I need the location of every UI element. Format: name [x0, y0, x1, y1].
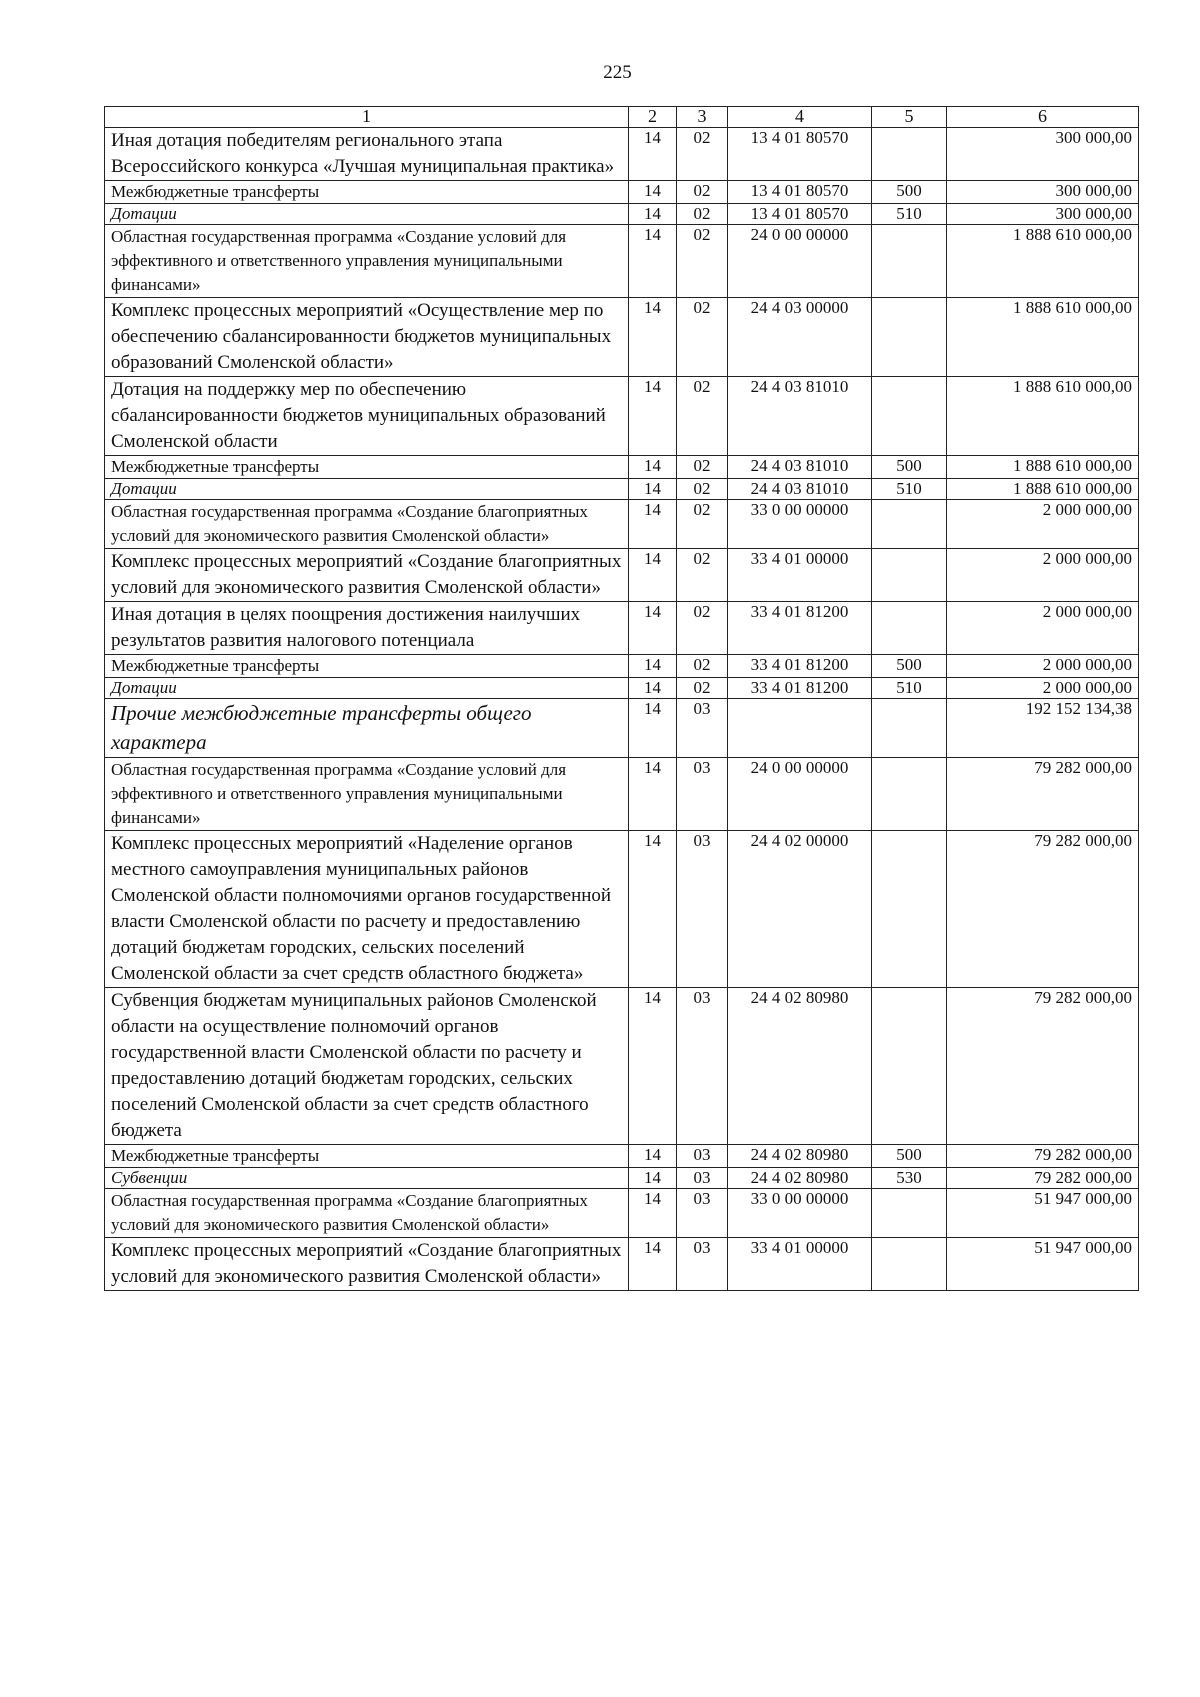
- section-code-cell: 14: [629, 699, 677, 758]
- row-name-cell: Областная государственная программа «Создание условий для эффективного и ответственного управления муниципальными финансами»: [105, 758, 629, 831]
- table-row: [105, 988, 1139, 1145]
- amount-cell: 2 000 000,00: [947, 602, 1139, 655]
- expense-type-cell: [872, 377, 947, 456]
- expense-type-cell: [872, 602, 947, 655]
- column-header: 2: [629, 107, 677, 128]
- amount-cell: 79 282 000,00: [947, 1168, 1139, 1189]
- expense-type-cell: [872, 549, 947, 602]
- table-body: [105, 128, 1139, 1291]
- expense-type-cell: 510: [872, 204, 947, 225]
- page-number: 225: [603, 62, 632, 83]
- column-header: 5: [872, 107, 947, 128]
- subsection-code-cell: 02: [677, 456, 728, 479]
- target-article-cell: 24 4 03 81010: [728, 479, 872, 500]
- amount-cell: 2 000 000,00: [947, 549, 1139, 602]
- table-row: [105, 479, 1139, 500]
- target-article-cell: 24 4 02 80980: [728, 1145, 872, 1168]
- expense-type-cell: 500: [872, 1145, 947, 1168]
- subsection-code-cell: 03: [677, 1238, 728, 1291]
- expense-type-cell: 530: [872, 1168, 947, 1189]
- expense-type-cell: [872, 699, 947, 758]
- table-row: [105, 377, 1139, 456]
- subsection-code-cell: 02: [677, 225, 728, 298]
- table-row: [105, 225, 1139, 298]
- section-code-cell: 14: [629, 1189, 677, 1238]
- section-code-cell: 14: [629, 456, 677, 479]
- expense-type-cell: [872, 1238, 947, 1291]
- amount-cell: 1 888 610 000,00: [947, 456, 1139, 479]
- section-code-cell: 14: [629, 204, 677, 225]
- target-article-cell: 33 4 01 81200: [728, 678, 872, 699]
- table-row: [105, 655, 1139, 678]
- section-code-cell: 14: [629, 602, 677, 655]
- section-code-cell: 14: [629, 1168, 677, 1189]
- section-code-cell: 14: [629, 181, 677, 204]
- table-row: [105, 1189, 1139, 1238]
- target-article-cell: 24 4 02 80980: [728, 988, 872, 1145]
- subsection-code-cell: 03: [677, 1145, 728, 1168]
- row-name-cell: Комплекс процессных мероприятий «Наделение органов местного самоуправления муниципальных районов Смоленской области полномочиями органов государственной власти Смоленской области по расчету и предоставлению дотаций бюджетам городских, сельских поселений Смоленской области за счет средств областного бюджета»: [105, 831, 629, 988]
- target-article-cell: 13 4 01 80570: [728, 204, 872, 225]
- row-name-cell: Комплекс процессных мероприятий «Осуществление мер по обеспечению сбалансированности бюджетов муниципальных образований Смоленской области»: [105, 298, 629, 377]
- target-article-cell: [728, 699, 872, 758]
- target-article-cell: 24 0 00 00000: [728, 758, 872, 831]
- target-article-cell: 24 4 03 81010: [728, 456, 872, 479]
- subsection-code-cell: 03: [677, 1168, 728, 1189]
- table-row: [105, 500, 1139, 549]
- table-row: [105, 549, 1139, 602]
- budget-table: [104, 106, 1139, 1291]
- row-name-cell: Областная государственная программа «Создание условий для эффективного и ответственного управления муниципальными финансами»: [105, 225, 629, 298]
- section-code-cell: 14: [629, 479, 677, 500]
- row-name-cell: Комплекс процессных мероприятий «Создание благоприятных условий для экономического развития Смоленской области»: [105, 549, 629, 602]
- amount-cell: 300 000,00: [947, 128, 1139, 181]
- table-row: [105, 456, 1139, 479]
- amount-cell: 2 000 000,00: [947, 655, 1139, 678]
- amount-cell: 1 888 610 000,00: [947, 377, 1139, 456]
- section-code-cell: 14: [629, 500, 677, 549]
- subsection-code-cell: 02: [677, 204, 728, 225]
- target-article-cell: 33 4 01 81200: [728, 655, 872, 678]
- subsection-code-cell: 02: [677, 549, 728, 602]
- expense-type-cell: [872, 1189, 947, 1238]
- section-code-cell: 14: [629, 128, 677, 181]
- row-name-cell: Комплекс процессных мероприятий «Создание благоприятных условий для экономического развития Смоленской области»: [105, 1238, 629, 1291]
- table-row: [105, 181, 1139, 204]
- expense-type-cell: 500: [872, 181, 947, 204]
- expense-type-cell: [872, 831, 947, 988]
- expense-type-cell: [872, 988, 947, 1145]
- amount-cell: 2 000 000,00: [947, 500, 1139, 549]
- table-row: [105, 1168, 1139, 1189]
- target-article-cell: 13 4 01 80570: [728, 181, 872, 204]
- amount-cell: 51 947 000,00: [947, 1238, 1139, 1291]
- table-row: [105, 678, 1139, 699]
- amount-cell: 2 000 000,00: [947, 678, 1139, 699]
- row-name-cell: Межбюджетные трансферты: [105, 456, 629, 479]
- row-name-cell: Областная государственная программа «Создание благоприятных условий для экономического развития Смоленской области»: [105, 500, 629, 549]
- target-article-cell: 24 4 02 00000: [728, 831, 872, 988]
- column-header: 6: [947, 107, 1139, 128]
- subsection-code-cell: 03: [677, 1189, 728, 1238]
- row-name-cell: Межбюджетные трансферты: [105, 181, 629, 204]
- expense-type-cell: [872, 758, 947, 831]
- amount-cell: 1 888 610 000,00: [947, 225, 1139, 298]
- section-code-cell: 14: [629, 831, 677, 988]
- table-row: [105, 602, 1139, 655]
- row-name-cell: Иная дотация в целях поощрения достижения наилучших результатов развития налогового потенциала: [105, 602, 629, 655]
- subsection-code-cell: 02: [677, 678, 728, 699]
- target-article-cell: 24 4 03 00000: [728, 298, 872, 377]
- target-article-cell: 33 0 00 00000: [728, 500, 872, 549]
- row-name-cell: Дотации: [105, 204, 629, 225]
- row-name-cell: Областная государственная программа «Создание благоприятных условий для экономического развития Смоленской области»: [105, 1189, 629, 1238]
- amount-cell: 300 000,00: [947, 181, 1139, 204]
- amount-cell: 79 282 000,00: [947, 988, 1139, 1145]
- subsection-code-cell: 02: [677, 181, 728, 204]
- subsection-code-cell: 03: [677, 988, 728, 1145]
- subsection-code-cell: 02: [677, 298, 728, 377]
- column-header: 4: [728, 107, 872, 128]
- row-name-cell: Дотация на поддержку мер по обеспечению сбалансированности бюджетов муниципальных образований Смоленской области: [105, 377, 629, 456]
- expense-type-cell: 510: [872, 678, 947, 699]
- section-code-cell: 14: [629, 758, 677, 831]
- target-article-cell: 24 4 02 80980: [728, 1168, 872, 1189]
- table-row: [105, 298, 1139, 377]
- section-code-cell: 14: [629, 655, 677, 678]
- amount-cell: 79 282 000,00: [947, 831, 1139, 988]
- table-row: [105, 758, 1139, 831]
- row-name-cell: Прочие межбюджетные трансферты общего характера: [105, 699, 629, 758]
- section-code-cell: 14: [629, 678, 677, 699]
- target-article-cell: 13 4 01 80570: [728, 128, 872, 181]
- table-row: [105, 831, 1139, 988]
- section-code-cell: 14: [629, 298, 677, 377]
- subsection-code-cell: 02: [677, 479, 728, 500]
- amount-cell: 192 152 134,38: [947, 699, 1139, 758]
- expense-type-cell: [872, 298, 947, 377]
- row-name-cell: Дотации: [105, 678, 629, 699]
- expense-type-cell: [872, 128, 947, 181]
- row-name-cell: Дотации: [105, 479, 629, 500]
- table-row: [105, 1238, 1139, 1291]
- table-header-row: [105, 107, 1139, 128]
- expense-type-cell: [872, 225, 947, 298]
- target-article-cell: 24 0 00 00000: [728, 225, 872, 298]
- row-name-cell: Межбюджетные трансферты: [105, 1145, 629, 1168]
- expense-type-cell: 500: [872, 655, 947, 678]
- target-article-cell: 33 4 01 00000: [728, 1238, 872, 1291]
- subsection-code-cell: 02: [677, 655, 728, 678]
- amount-cell: 1 888 610 000,00: [947, 479, 1139, 500]
- target-article-cell: 33 4 01 81200: [728, 602, 872, 655]
- subsection-code-cell: 02: [677, 377, 728, 456]
- target-article-cell: 33 4 01 00000: [728, 549, 872, 602]
- row-name-cell: Иная дотация победителям регионального этапа Всероссийского конкурса «Лучшая муниципальная практика»: [105, 128, 629, 181]
- amount-cell: 51 947 000,00: [947, 1189, 1139, 1238]
- column-header: 3: [677, 107, 728, 128]
- amount-cell: 79 282 000,00: [947, 758, 1139, 831]
- section-code-cell: 14: [629, 1145, 677, 1168]
- subsection-code-cell: 03: [677, 699, 728, 758]
- expense-type-cell: 510: [872, 479, 947, 500]
- table-row: [105, 699, 1139, 758]
- section-code-cell: 14: [629, 1238, 677, 1291]
- expense-type-cell: [872, 500, 947, 549]
- column-header: 1: [105, 107, 629, 128]
- row-name-cell: Субвенции: [105, 1168, 629, 1189]
- section-code-cell: 14: [629, 549, 677, 602]
- subsection-code-cell: 02: [677, 128, 728, 181]
- target-article-cell: 24 4 03 81010: [728, 377, 872, 456]
- section-code-cell: 14: [629, 225, 677, 298]
- section-code-cell: 14: [629, 377, 677, 456]
- subsection-code-cell: 02: [677, 500, 728, 549]
- subsection-code-cell: 03: [677, 831, 728, 988]
- section-code-cell: 14: [629, 988, 677, 1145]
- row-name-cell: Субвенция бюджетам муниципальных районов Смоленской области на осуществление полномочий органов государственной власти Смоленской области по расчету и предоставлению дотаций бюджетам городских, сельских поселений Смоленской области за счет средств областного бюджета: [105, 988, 629, 1145]
- table-row: [105, 204, 1139, 225]
- amount-cell: 1 888 610 000,00: [947, 298, 1139, 377]
- expense-type-cell: 500: [872, 456, 947, 479]
- table-row: [105, 128, 1139, 181]
- amount-cell: 300 000,00: [947, 204, 1139, 225]
- subsection-code-cell: 03: [677, 758, 728, 831]
- target-article-cell: 33 0 00 00000: [728, 1189, 872, 1238]
- subsection-code-cell: 02: [677, 602, 728, 655]
- row-name-cell: Межбюджетные трансферты: [105, 655, 629, 678]
- amount-cell: 79 282 000,00: [947, 1145, 1139, 1168]
- table-row: [105, 1145, 1139, 1168]
